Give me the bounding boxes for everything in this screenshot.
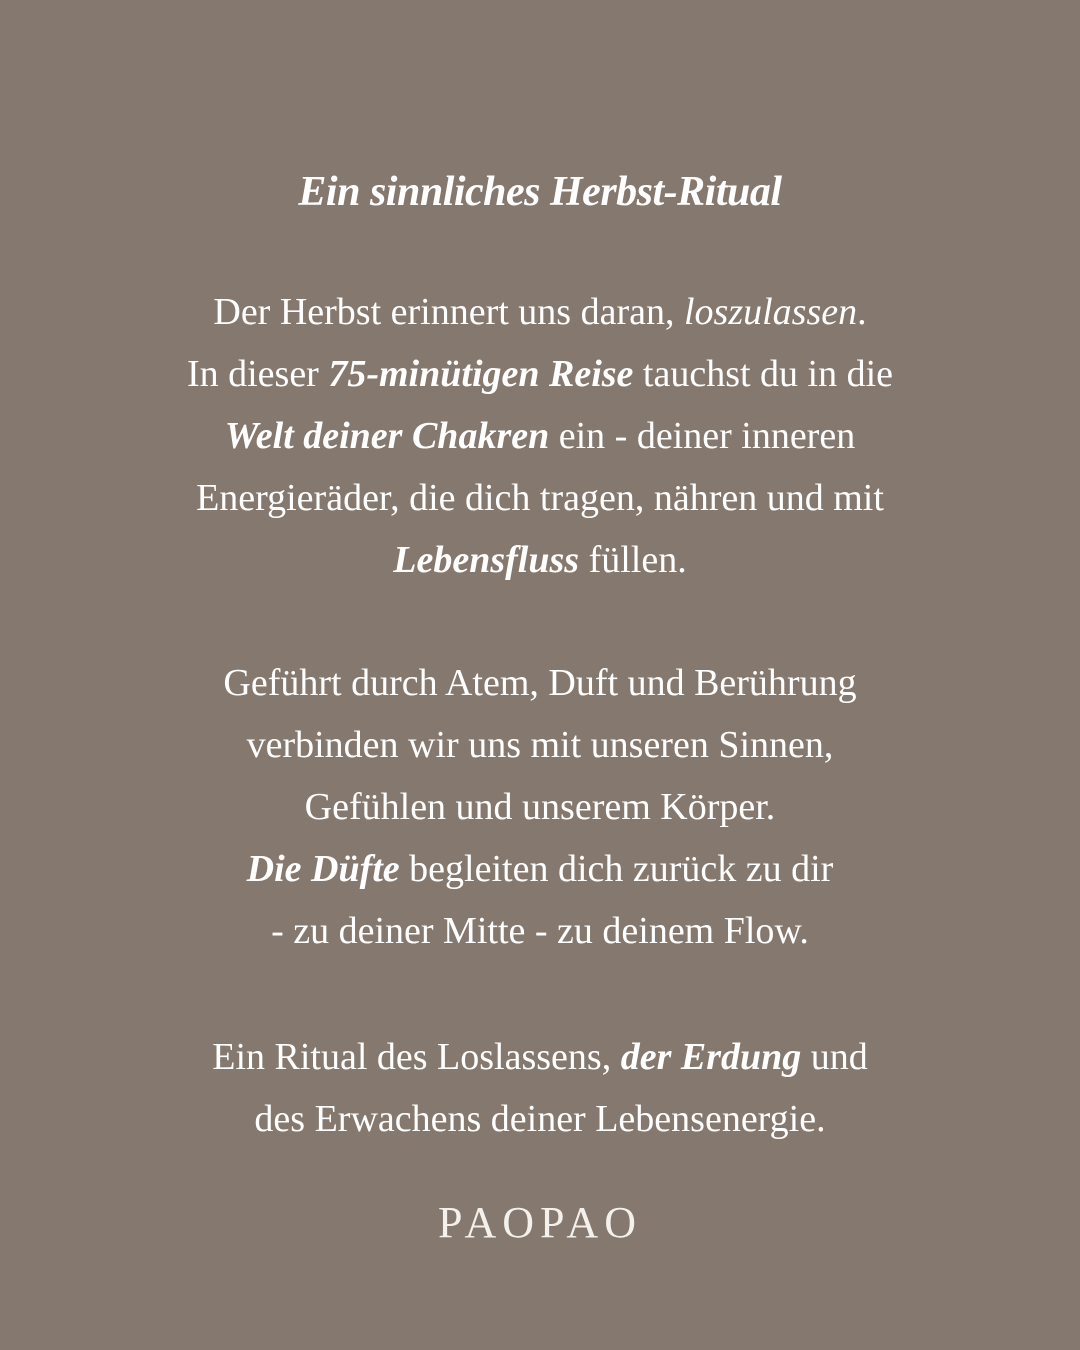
post-title: Ein sinnliches Herbst-Ritual	[298, 169, 782, 215]
text-line: verbinden wir uns mit unseren Sinnen,	[246, 724, 834, 766]
text-line: des Erwachens deiner Lebensenergie.	[254, 1098, 826, 1140]
text-line: Geführt durch Atem, Duft und Berührung	[223, 662, 857, 704]
text-segment: füllen.	[579, 539, 687, 581]
emphasis-text: Die Düfte	[246, 848, 400, 890]
text-line	[60, 529, 1020, 591]
emphasis-text: loszulassen	[683, 291, 858, 333]
text-segment: und	[801, 1036, 868, 1078]
emphasis-text: der Erdung	[620, 1036, 802, 1078]
text-line: Energieräder, die dich tragen, nähren und mit	[196, 477, 884, 519]
text-line	[60, 281, 1020, 343]
emphasis-text: Lebensfluss	[393, 539, 580, 581]
closing-paragraph	[60, 1026, 1020, 1150]
text-segment: In dieser	[186, 353, 329, 395]
senses-paragraph	[60, 652, 1020, 962]
text-line	[60, 343, 1020, 405]
text-segment: .	[857, 291, 867, 333]
text-line	[60, 838, 1020, 900]
text-line	[60, 1026, 1020, 1088]
text-segment: tauchst du in die	[633, 353, 894, 395]
brand-logo: PAOPAO	[438, 1198, 642, 1247]
text-line	[60, 405, 1020, 467]
intro-paragraph	[60, 281, 1020, 591]
text-segment: Der Herbst erinnert uns daran,	[213, 291, 684, 333]
emphasis-text: 75-minütigen Reise	[328, 353, 634, 395]
text-segment: Ein Ritual des Loslassens,	[212, 1036, 621, 1078]
text-line: Gefühlen und unserem Körper.	[304, 786, 776, 828]
text-line: - zu deiner Mitte - zu deinem Flow.	[271, 910, 809, 952]
text-segment: begleiten dich zurück zu dir	[399, 848, 834, 890]
text-segment: ein - deiner inneren	[549, 415, 856, 457]
emphasis-text: Welt deiner Chakren	[224, 415, 550, 457]
